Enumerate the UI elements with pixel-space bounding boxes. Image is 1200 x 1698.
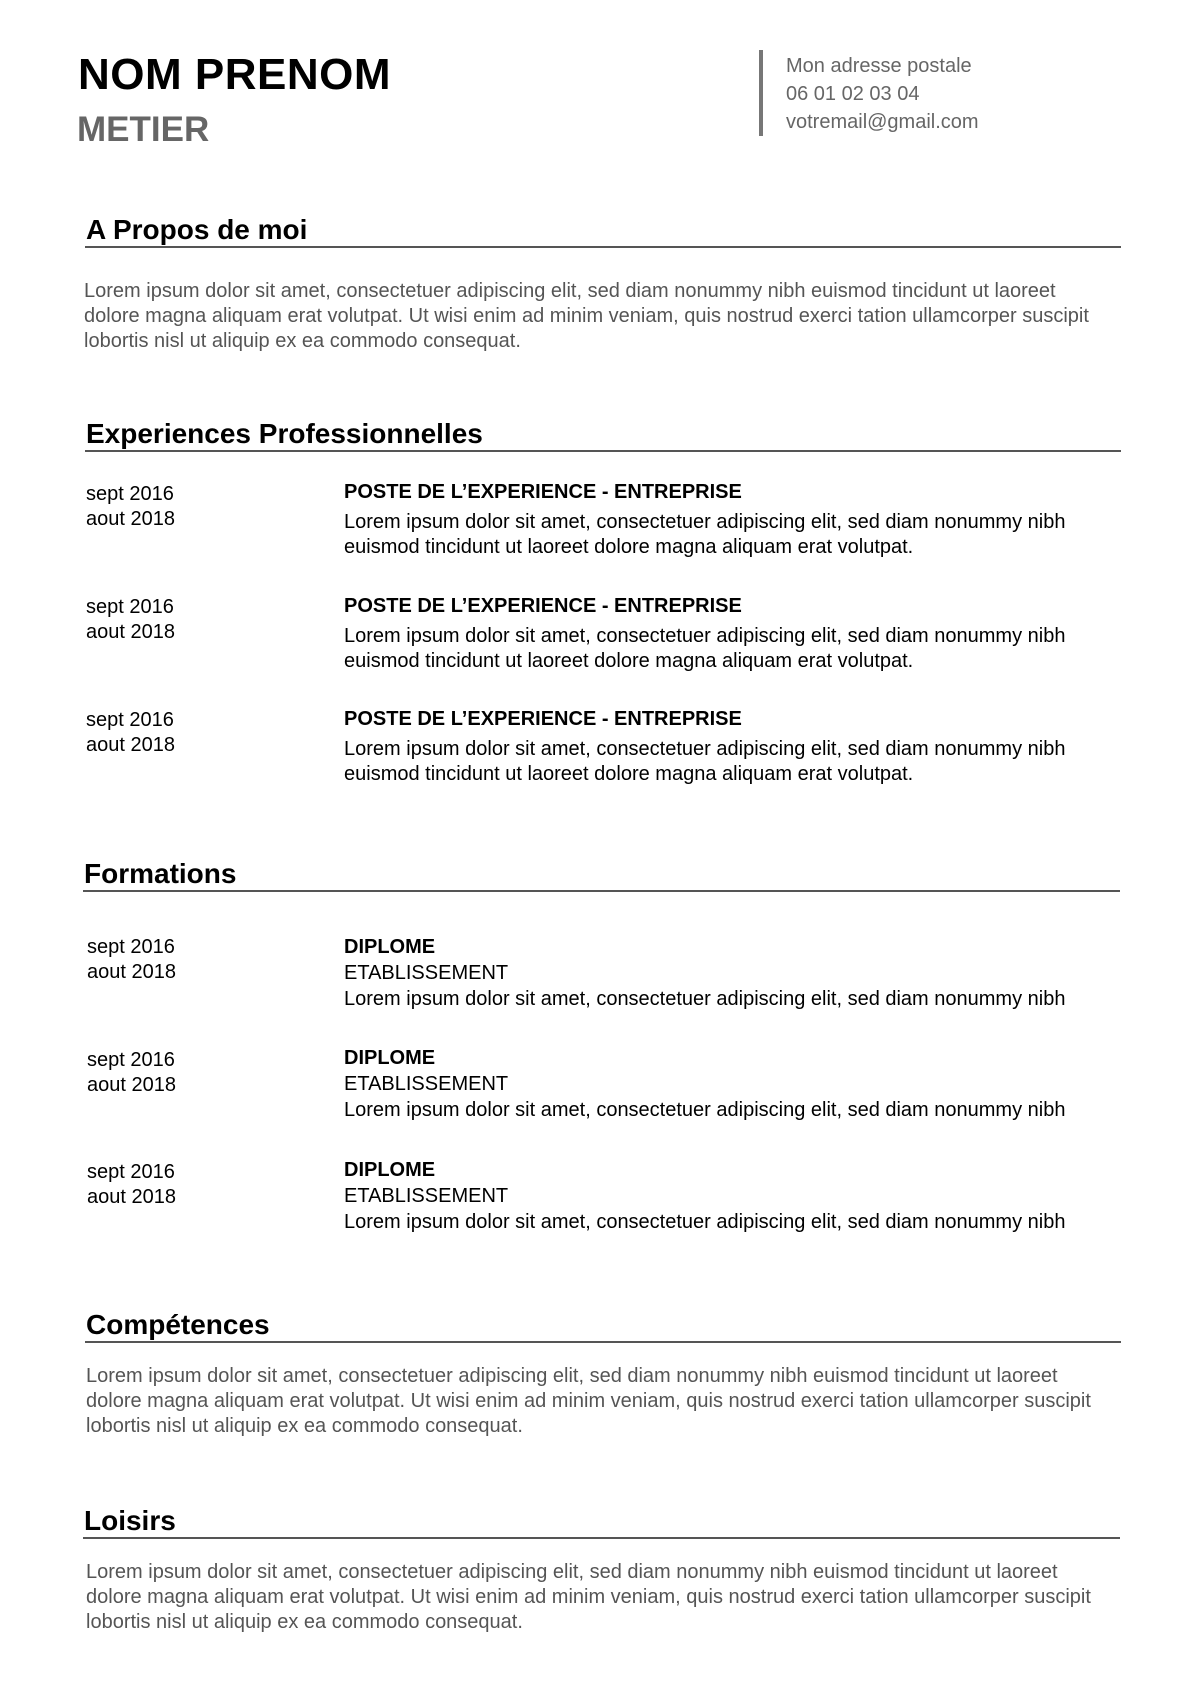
school: ETABLISSEMENT bbox=[344, 962, 509, 984]
experience-divider bbox=[85, 450, 1121, 452]
hobbies-line: Lorem ipsum dolor sit amet, consectetuer adipiscing elit, sed diam nonummy nibh euismod tincidunt ut laoreet bbox=[86, 1561, 1058, 1583]
degree: DIPLOME bbox=[344, 936, 436, 958]
end-date: aout 2018 bbox=[87, 1074, 176, 1096]
postal-address: Mon adresse postale bbox=[786, 55, 972, 77]
hobbies-line: lobortis nisl ut aliquip ex ea commodo consequat. bbox=[86, 1611, 523, 1633]
education-divider bbox=[83, 890, 1120, 892]
experience-dates bbox=[86, 482, 175, 532]
education-dates bbox=[87, 1048, 176, 1098]
experience-description-line: Lorem ipsum dolor sit amet, consectetuer adipiscing elit, sed diam nonummy nibh bbox=[344, 738, 1066, 760]
school: ETABLISSEMENT bbox=[344, 1073, 509, 1095]
skills-divider bbox=[85, 1341, 1121, 1343]
experience-entry bbox=[344, 594, 1065, 674]
experience-role: POSTE DE L’EXPERIENCE - ENTREPRISE bbox=[344, 595, 742, 617]
degree: DIPLOME bbox=[344, 1047, 436, 1069]
education-entry bbox=[344, 935, 1065, 1012]
hobbies-title: Loisirs bbox=[84, 1505, 176, 1536]
education-dates bbox=[87, 1160, 176, 1210]
degree: DIPLOME bbox=[344, 1159, 436, 1181]
education-description: Lorem ipsum dolor sit amet, consectetuer adipiscing elit, sed diam nonummy nibh bbox=[344, 988, 1066, 1010]
start-date: sept 2016 bbox=[86, 483, 174, 505]
experience-description-line: euismod tincidunt ut laoreet dolore magna aliquam erat volutpat. bbox=[344, 763, 914, 785]
end-date: aout 2018 bbox=[87, 1186, 176, 1208]
education-description: Lorem ipsum dolor sit amet, consectetuer adipiscing elit, sed diam nonummy nibh bbox=[344, 1099, 1066, 1121]
about-divider bbox=[85, 246, 1121, 248]
start-date: sept 2016 bbox=[86, 596, 174, 618]
education-description: Lorem ipsum dolor sit amet, consectetuer adipiscing elit, sed diam nonummy nibh bbox=[344, 1211, 1066, 1233]
about-line: Lorem ipsum dolor sit amet, consectetuer adipiscing elit, sed diam nonummy nibh euismod tincidunt ut laoreet bbox=[84, 280, 1056, 302]
end-date: aout 2018 bbox=[86, 621, 175, 643]
experience-description-line: Lorem ipsum dolor sit amet, consectetuer adipiscing elit, sed diam nonummy nibh bbox=[344, 625, 1066, 647]
end-date: aout 2018 bbox=[87, 961, 176, 983]
experience-dates bbox=[86, 708, 175, 758]
skills-paragraph bbox=[86, 1364, 1091, 1439]
education-dates bbox=[87, 935, 176, 985]
email-address: votremail@gmail.com bbox=[786, 111, 979, 133]
experience-entry bbox=[344, 480, 1065, 560]
education-entry bbox=[344, 1046, 1065, 1123]
education-entry bbox=[344, 1158, 1065, 1235]
start-date: sept 2016 bbox=[87, 1049, 175, 1071]
about-line: dolore magna aliquam erat volutpat. Ut wisi enim ad minim veniam, quis nostrud exerci tation ullamcorper suscipit bbox=[84, 305, 1089, 327]
skills-title: Compétences bbox=[86, 1309, 270, 1340]
start-date: sept 2016 bbox=[86, 709, 174, 731]
experience-entry bbox=[344, 707, 1065, 787]
contact-divider bbox=[759, 50, 763, 136]
education-title: Formations bbox=[84, 858, 237, 889]
end-date: aout 2018 bbox=[86, 734, 175, 756]
hobbies-paragraph bbox=[86, 1560, 1091, 1635]
experience-description-line: Lorem ipsum dolor sit amet, consectetuer adipiscing elit, sed diam nonummy nibh bbox=[344, 511, 1066, 533]
school: ETABLISSEMENT bbox=[344, 1185, 509, 1207]
experience-description-line: euismod tincidunt ut laoreet dolore magna aliquam erat volutpat. bbox=[344, 536, 914, 558]
about-line: lobortis nisl ut aliquip ex ea commodo consequat. bbox=[84, 330, 521, 352]
experience-dates bbox=[86, 595, 175, 645]
hobbies-line: dolore magna aliquam erat volutpat. Ut wisi enim ad minim veniam, quis nostrud exerci tation ullamcorper suscipit bbox=[86, 1586, 1091, 1608]
skills-line: lobortis nisl ut aliquip ex ea commodo consequat. bbox=[86, 1415, 523, 1437]
end-date: aout 2018 bbox=[86, 508, 175, 530]
job-title: METIER bbox=[77, 110, 210, 149]
hobbies-divider bbox=[83, 1537, 1120, 1539]
experience-role: POSTE DE L’EXPERIENCE - ENTREPRISE bbox=[344, 481, 742, 503]
skills-line: Lorem ipsum dolor sit amet, consectetuer adipiscing elit, sed diam nonummy nibh euismod tincidunt ut laoreet bbox=[86, 1365, 1058, 1387]
phone-number: 06 01 02 03 04 bbox=[786, 83, 920, 105]
contact-block bbox=[786, 52, 979, 136]
full-name: NOM PRENOM bbox=[78, 50, 391, 99]
resume-header bbox=[0, 0, 1200, 170]
about-paragraph bbox=[84, 279, 1089, 354]
start-date: sept 2016 bbox=[87, 936, 175, 958]
experience-role: POSTE DE L’EXPERIENCE - ENTREPRISE bbox=[344, 708, 742, 730]
skills-line: dolore magna aliquam erat volutpat. Ut wisi enim ad minim veniam, quis nostrud exerci tation ullamcorper suscipit bbox=[86, 1390, 1091, 1412]
experience-title: Experiences Professionnelles bbox=[86, 418, 483, 449]
experience-description-line: euismod tincidunt ut laoreet dolore magna aliquam erat volutpat. bbox=[344, 650, 914, 672]
start-date: sept 2016 bbox=[87, 1161, 175, 1183]
about-title: A Propos de moi bbox=[86, 214, 308, 245]
